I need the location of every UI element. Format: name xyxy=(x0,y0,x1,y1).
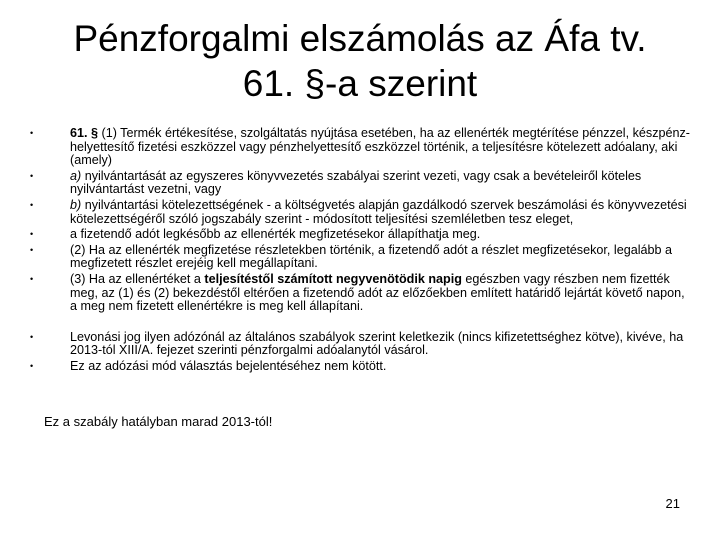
list-item-text: (2) Ha az ellenérték megfizetése részletekben történik, a fizetendő adót a részlet megfizetésekor, legalább a megfizetett részlet erejéig kell megállapítani. xyxy=(70,242,673,271)
bullet-icon: • xyxy=(30,229,34,240)
bullet-icon: • xyxy=(30,331,34,342)
footer-note: Ez a szabály hatályban marad 2013-tól! xyxy=(44,414,273,429)
bullet-icon: • xyxy=(30,360,34,371)
deadline-emphasis: teljesítéstől számított negyvenötödik napig xyxy=(204,271,462,286)
slide-title-line-2: 61. §-a szerint xyxy=(242,63,478,104)
list-item xyxy=(30,273,690,314)
list-item xyxy=(30,127,690,168)
list-item xyxy=(30,170,690,197)
bullet-list xyxy=(30,127,690,376)
list-item xyxy=(30,244,690,271)
bullet-icon: • xyxy=(30,128,34,138)
point-label: b) xyxy=(70,197,82,212)
list-item xyxy=(30,228,690,242)
list-item-text: nyilvántartási kötelezettségének - a költségvetés alapján gazdálkodó szervek beszámolási és könyvvezetési kötelezettségéről szóló jogszabály szerint - módosított teljesítési szemléletben tesz eleget, xyxy=(70,197,687,226)
list-item xyxy=(30,331,690,358)
list-item-text: (1) Termék értékesítése, szolgáltatás nyújtása esetében, ha az ellenérték megtérítése pénzzel, készpénz-helyettesítő fizetési eszközzel vagy pénzhelyettesítő eszközzel történik, a teljesítésre kötelezett adóalany, aki (amely) xyxy=(70,126,691,168)
list-item-text: (3) Ha az ellenértéket a xyxy=(70,271,205,286)
list-item xyxy=(30,360,690,374)
page-number: 21 xyxy=(665,496,680,511)
list-item xyxy=(30,199,690,226)
bullet-icon: • xyxy=(30,170,34,181)
bullet-icon: • xyxy=(30,244,34,255)
list-item-text: egészben vagy részben nem fizették meg, az (1) és (2) bekezdéstől eltérően a fizetendő adót az előzőekben említett határidő lejártát követő napon, a meg nem fizetett ellenértékre is meg kell állapítani. xyxy=(70,271,685,314)
list-item-text: Levonási jog ilyen adózónál az általános szabályok szerint keletkezik (nincs kifizetettséghez kötve), kivéve, ha 2013-tól XIII/A. fejezet szerinti pénzforgalmi adóalanytól vásárol. xyxy=(70,329,684,358)
point-label: a) xyxy=(70,168,82,183)
bullet-icon: • xyxy=(30,273,34,284)
bullet-icon: • xyxy=(30,199,34,210)
list-item-text: nyilvántartását az egyszeres könyvvezetés szabályai szerint vezeti, vagy csak a bevételeiről köteles nyilvántartást vezetni, vagy xyxy=(70,168,642,197)
list-item-text: Ez az adózási mód választás bejelentéséhez nem kötött. xyxy=(70,358,387,373)
slide-title xyxy=(0,16,720,106)
section-reference: 61. § xyxy=(70,126,99,140)
list-item-text: a fizetendő adót legkésőbb az ellenérték megfizetésekor állapíthatja meg. xyxy=(70,227,481,242)
slide-title-line-1: Pénzforgalmi elszámolás az Áfa tv. xyxy=(73,18,647,59)
